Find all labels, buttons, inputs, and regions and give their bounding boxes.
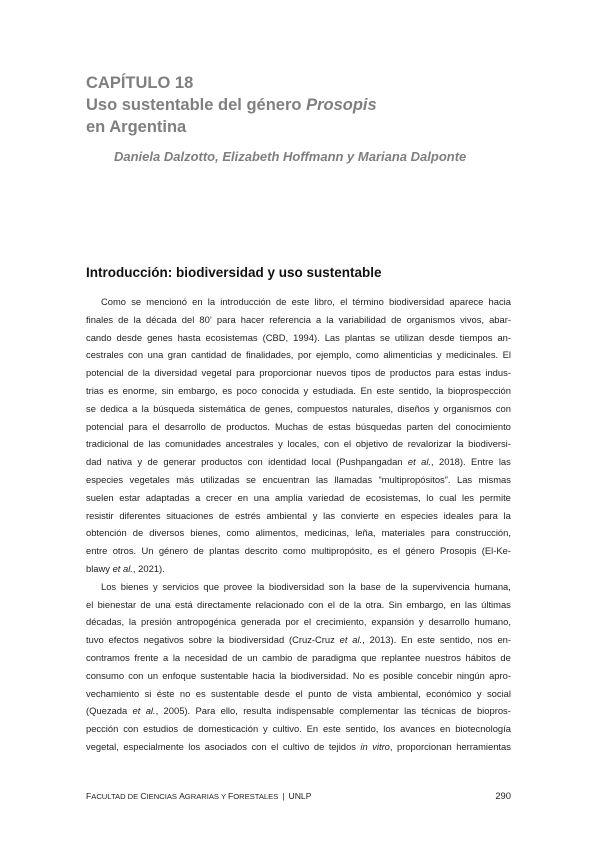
body-text (86, 293, 511, 756)
body-line: finales de la década del 80’ para hacer referencia a la variabilidad de organismos vivos, abar- (86, 313, 511, 325)
body-line: tradicional de las comunidades ancestrales y locales, con el objetivo de revalorizar la biodiversi- (86, 438, 511, 450)
body-line: cestrales con una gran cantidad de finalidades, por ejemplo, como alimenticias y medicinales. El (86, 349, 511, 361)
genus-name: Prosopis (306, 96, 377, 114)
body-line: obtención de diversos bienes, como alimentos, medicinas, leña, materiales para construcción, (86, 527, 511, 539)
section-title: Introducción: biodiversidad y uso sustentable (86, 265, 382, 280)
body-line: pección con estudios de domesticación y cultivo. En este sentido, los avances en biotecnología (86, 723, 511, 735)
body-line: se dedica a la búsqueda sistemática de genes, compuestos naturales, diseños y organismos con (86, 402, 511, 414)
body-line: Como se mencionó en la introducción de este libro, el término biodiversidad aparece hacia (101, 296, 511, 307)
chapter-number: CAPÍTULO 18 (86, 74, 194, 92)
body-line: tuvo efectos negativos sobre la biodiversidad (Cruz-Cruz et al., 2013). En este sentido, nos en- (86, 634, 511, 646)
page-number: 290 (495, 790, 511, 801)
body-line: contramos frente a la necesidad de un cambio de paradigma que replantee nuestros hábitos de (86, 651, 511, 663)
body-line: potencial de la diversidad vegetal para proporcionar nuevos tipos de productos para estas indus- (86, 367, 511, 379)
body-line: trias es enorme, sin embargo, es poco conocida y estudiada. En este sentido, la bioprospección (86, 384, 511, 396)
chapter-title-line-2: en Argentina (86, 118, 187, 136)
body-line: vechamiento si éste no es sustentable desde el punto de vista ambiental, económico y social (86, 687, 511, 699)
body-line: (Quezada et al., 2005). Para ello, resulta indispensable complementar las técnicas de biopros- (86, 705, 511, 717)
footer-university: UNLP (288, 791, 312, 801)
body-line: potencial para el desarrollo de productos. Muchas de estas búsquedas parten del conocimiento (86, 420, 511, 432)
chapter-title-line-1: Uso sustentable del género Prosopis (86, 96, 377, 114)
body-line: dad nativa y de generar productos con identidad local (Pushpangadan et al., 2018). Entre las (86, 456, 511, 468)
chapter-heading (86, 72, 377, 138)
body-line: entre otros. Un género de plantas descrito como multipropósito, es el género Prosopis (El-Ke- (86, 545, 511, 557)
body-line: Los bienes y servicios que provee la biodiversidad son la base de la supervivencia humana, (101, 580, 511, 592)
body-line: décadas, la presión antropogénica generada por el crecimiento, expansión y desarrollo humano, (86, 616, 511, 628)
body-line: vegetal, especialmente los asociados con el cultivo de tejidos in vitro, proporcionan herramientas (86, 740, 511, 752)
body-line: resistir diferentes situaciones de estrés ambiental y las convierte en especies ideales para la (86, 509, 511, 521)
body-line: consumo con un enfoque sustentable hacia la biodiversidad. No es posible concebir ningún apro- (86, 669, 511, 681)
footer-separator: | (282, 791, 285, 801)
body-line: cando desde genes hasta ecosistemas (CBD, 1994). Las plantas se utilizan desde tiempos an- (86, 331, 511, 343)
authors: Daniela Dalzotto, Elizabeth Hoffmann y Mariana Dalponte (114, 149, 467, 164)
body-line: el bienestar de una está directamente relacionado con el de la otra. Sin embargo, en las últimas (86, 598, 511, 610)
body-line: suelen estar adaptadas a crecer en una amplia variedad de ecosistemas, lo cual les permite (86, 491, 511, 503)
body-line: especies vegetales más utilizadas se encuentran las llamadas “multipropósitos”. Las mismas (86, 473, 511, 485)
footer-institution: FACULTAD DE CIENCIAS AGRARIAS Y FORESTALES | UNLP (86, 791, 312, 801)
body-line: blawy et al., 2021). (86, 562, 165, 574)
